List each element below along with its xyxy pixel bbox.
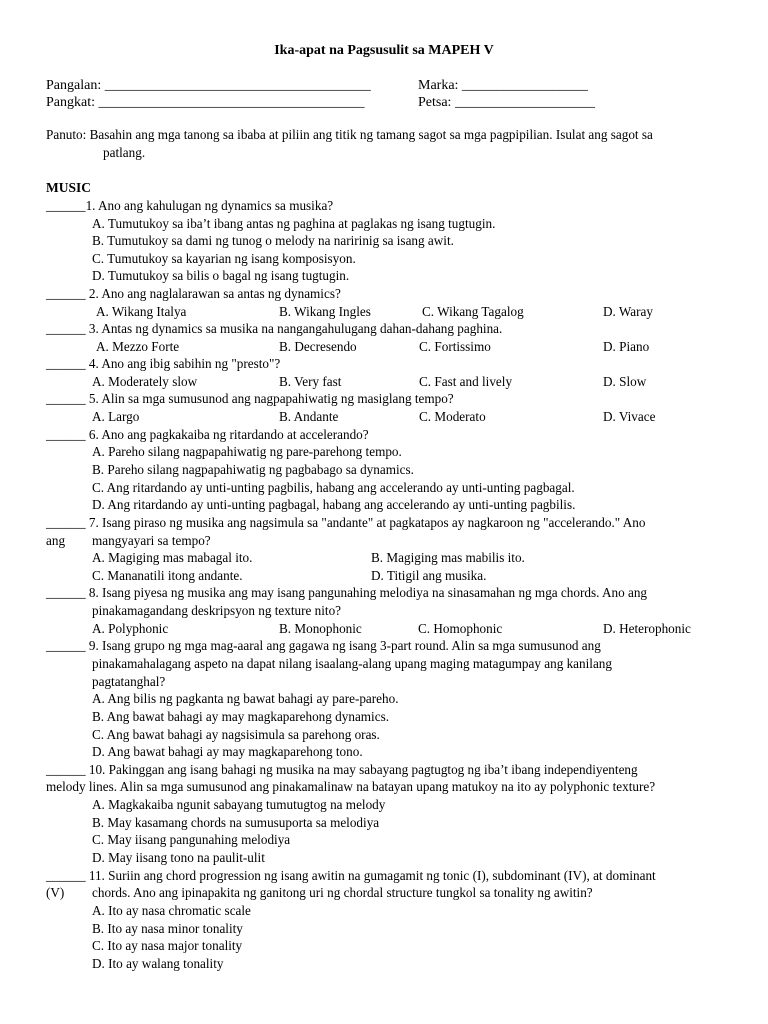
q9-option-c: C. Ang bawat bahagi ay nagsisimula sa parehong oras. xyxy=(92,727,380,742)
question-1: ______1. Ano ang kahulugan ng dynamics sa musika? xyxy=(46,198,334,213)
question-5: ______ 5. Alin sa mga sumusunod ang nagpapahiwatig ng masiglang tempo? xyxy=(46,391,454,406)
q5-option-c: C. Moderato xyxy=(419,409,486,424)
q8-option-d: D. Heterophonic xyxy=(603,621,691,636)
q6-option-c: C. Ang ritardando ay unti-unting pagbilis, habang ang accelerando ay unti-unting pagbagal. xyxy=(92,480,575,495)
q5-option-a: A. Largo xyxy=(92,409,140,424)
q10-option-a: A. Magkakaiba ngunit sabayang tumutugtog na melody xyxy=(92,797,386,812)
q3-option-a: A. Mezzo Forte xyxy=(96,339,180,354)
exam-title: Ika-apat na Pagsusulit sa MAPEH V xyxy=(274,43,494,58)
q10-option-d: D. May iisang tono na paulit-ulit xyxy=(92,850,265,865)
q5-option-b: B. Andante xyxy=(279,409,339,424)
q9-option-a: A. Ang bilis ng pagkanta ng bawat bahagi ay pare-pareho. xyxy=(92,691,399,706)
question-8-line-1: ______ 8. Isang piyesa ng musika ang may isang pangunahing melodiya na sinasamahan ng mga chords. Ano ang xyxy=(46,585,648,600)
q1-option-c: C. Tumutukoy sa kayarian ng isang komposisyon. xyxy=(92,251,356,266)
q5-option-d: D. Vivace xyxy=(603,409,656,424)
q9-option-d: D. Ang bawat bahagi ay may magkaparehong tono. xyxy=(92,744,363,759)
section-field: Pangkat: ______________________________________ xyxy=(46,95,365,110)
question-11-line-2a: (V) xyxy=(46,885,65,900)
question-3: ______ 3. Antas ng dynamics sa musika na nangangahulugang dahan-dahang paghina. xyxy=(46,321,503,336)
q1-option-d: D. Tumutukoy sa bilis o bagal ng isang tugtugin. xyxy=(92,268,350,283)
question-7-line-2b: mangyayari sa tempo? xyxy=(92,533,211,548)
q4-option-d: D. Slow xyxy=(603,374,647,389)
grade-field: Marka: __________________ xyxy=(418,78,588,93)
question-4: ______ 4. Ano ang ibig sabihin ng "presto"? xyxy=(46,356,281,371)
q7-option-c: C. Mananatili itong andante. xyxy=(92,568,243,583)
q6-option-a: A. Pareho silang nagpapahiwatig ng pare-parehong tempo. xyxy=(92,444,402,459)
section-title: MUSIC xyxy=(46,180,92,195)
q7-option-b: B. Magiging mas mabilis ito. xyxy=(371,550,525,565)
date-field: Petsa: ____________________ xyxy=(418,95,595,110)
instructions-line-1: Panuto: Basahin ang mga tanong sa ibaba at piliin ang titik ng tamang sagot sa mga pagpipilian. Isulat ang sagot sa xyxy=(46,127,653,142)
q2-option-d: D. Waray xyxy=(603,304,653,319)
q3-option-d: D. Piano xyxy=(603,339,650,354)
question-6: ______ 6. Ano ang pagkakaiba ng ritardando at accelerando? xyxy=(46,427,369,442)
q3-option-c: C. Fortissimo xyxy=(419,339,491,354)
question-9-line-3: pagtatanghal? xyxy=(92,674,166,689)
q10-option-b: B. May kasamang chords na sumusuporta sa melodiya xyxy=(92,815,380,830)
q11-option-d: D. Ito ay walang tonality xyxy=(92,956,224,971)
q1-option-b: B. Tumutukoy sa dami ng tunog o melody na naririnig sa isang awit. xyxy=(92,233,454,248)
q11-option-c: C. Ito ay nasa major tonality xyxy=(92,938,243,953)
question-2: ______ 2. Ano ang naglalarawan sa antas ng dynamics? xyxy=(46,286,341,301)
q7-option-d: D. Titigil ang musika. xyxy=(371,568,487,583)
q2-option-b: B. Wikang Ingles xyxy=(279,304,371,319)
q3-option-b: B. Decresendo xyxy=(279,339,357,354)
q1-option-a: A. Tumutukoy sa iba’t ibang antas ng paghina at paglakas ng isang tugtugin. xyxy=(92,216,496,231)
question-7-line-1: ______ 7. Isang piraso ng musika ang nagsimula sa "andante" at pagkatapos ay nagkaroon ng "accelerando." Ano xyxy=(46,515,646,530)
question-9-line-1: ______ 9. Isang grupo ng mga mag-aaral ang gagawa ng isang 3-part round. Alin sa mga sumusunod ang xyxy=(46,638,601,653)
question-10-line-1: ______ 10. Pakinggan ang isang bahagi ng musika na may sabayang pagtugtog ng iba’t ibang independiyenteng xyxy=(46,762,638,777)
q10-option-c: C. May iisang pangunahing melodiya xyxy=(92,832,291,847)
q2-option-a: A. Wikang Italya xyxy=(96,304,187,319)
instructions-line-2: patlang. xyxy=(103,145,146,160)
q11-option-b: B. Ito ay nasa minor tonality xyxy=(92,921,243,936)
q4-option-a: A. Moderately slow xyxy=(92,374,198,389)
q8-option-a: A. Polyphonic xyxy=(92,621,169,636)
q4-option-c: C. Fast and lively xyxy=(419,374,513,389)
q6-option-d: D. Ang ritardando ay unti-unting pagbagal, habang ang accelerando ay unti-unting pagbilis. xyxy=(92,497,576,512)
name-field: Pangalan: ______________________________________ xyxy=(46,78,371,93)
q8-option-b: B. Monophonic xyxy=(279,621,362,636)
q7-option-a: A. Magiging mas mabagal ito. xyxy=(92,550,253,565)
question-11-line-1: ______ 11. Suriin ang chord progression ng isang awitin na gumagamit ng tonic (I), subdominant (IV), at dominant xyxy=(46,868,656,883)
question-9-line-2: pinakamahalagang aspeto na dapat nilang isaalang-alang upang maging matagumpay ang kanilang xyxy=(92,656,612,671)
question-11-line-2b: chords. Ano ang ipinapakita ng ganitong uri ng chordal structure tungkol sa tonality ng awitin? xyxy=(92,885,593,900)
q8-option-c: C. Homophonic xyxy=(418,621,503,636)
q6-option-b: B. Pareho silang nagpapahiwatig ng pagbabago sa dynamics. xyxy=(92,462,414,477)
q9-option-b: B. Ang bawat bahagi ay may magkaparehong dynamics. xyxy=(92,709,390,724)
question-7-line-2a: ang xyxy=(46,533,66,548)
q11-option-a: A. Ito ay nasa chromatic scale xyxy=(92,903,251,918)
q4-option-b: B. Very fast xyxy=(279,374,342,389)
question-10-line-2: melody lines. Alin sa mga sumusunod ang pinakamalinaw na batayan upang matukoy na ito ay polyphonic texture? xyxy=(46,779,656,794)
question-8-line-2: pinakamagandang deskripsyon ng texture nito? xyxy=(92,603,342,618)
q2-option-c: C. Wikang Tagalog xyxy=(422,304,524,319)
